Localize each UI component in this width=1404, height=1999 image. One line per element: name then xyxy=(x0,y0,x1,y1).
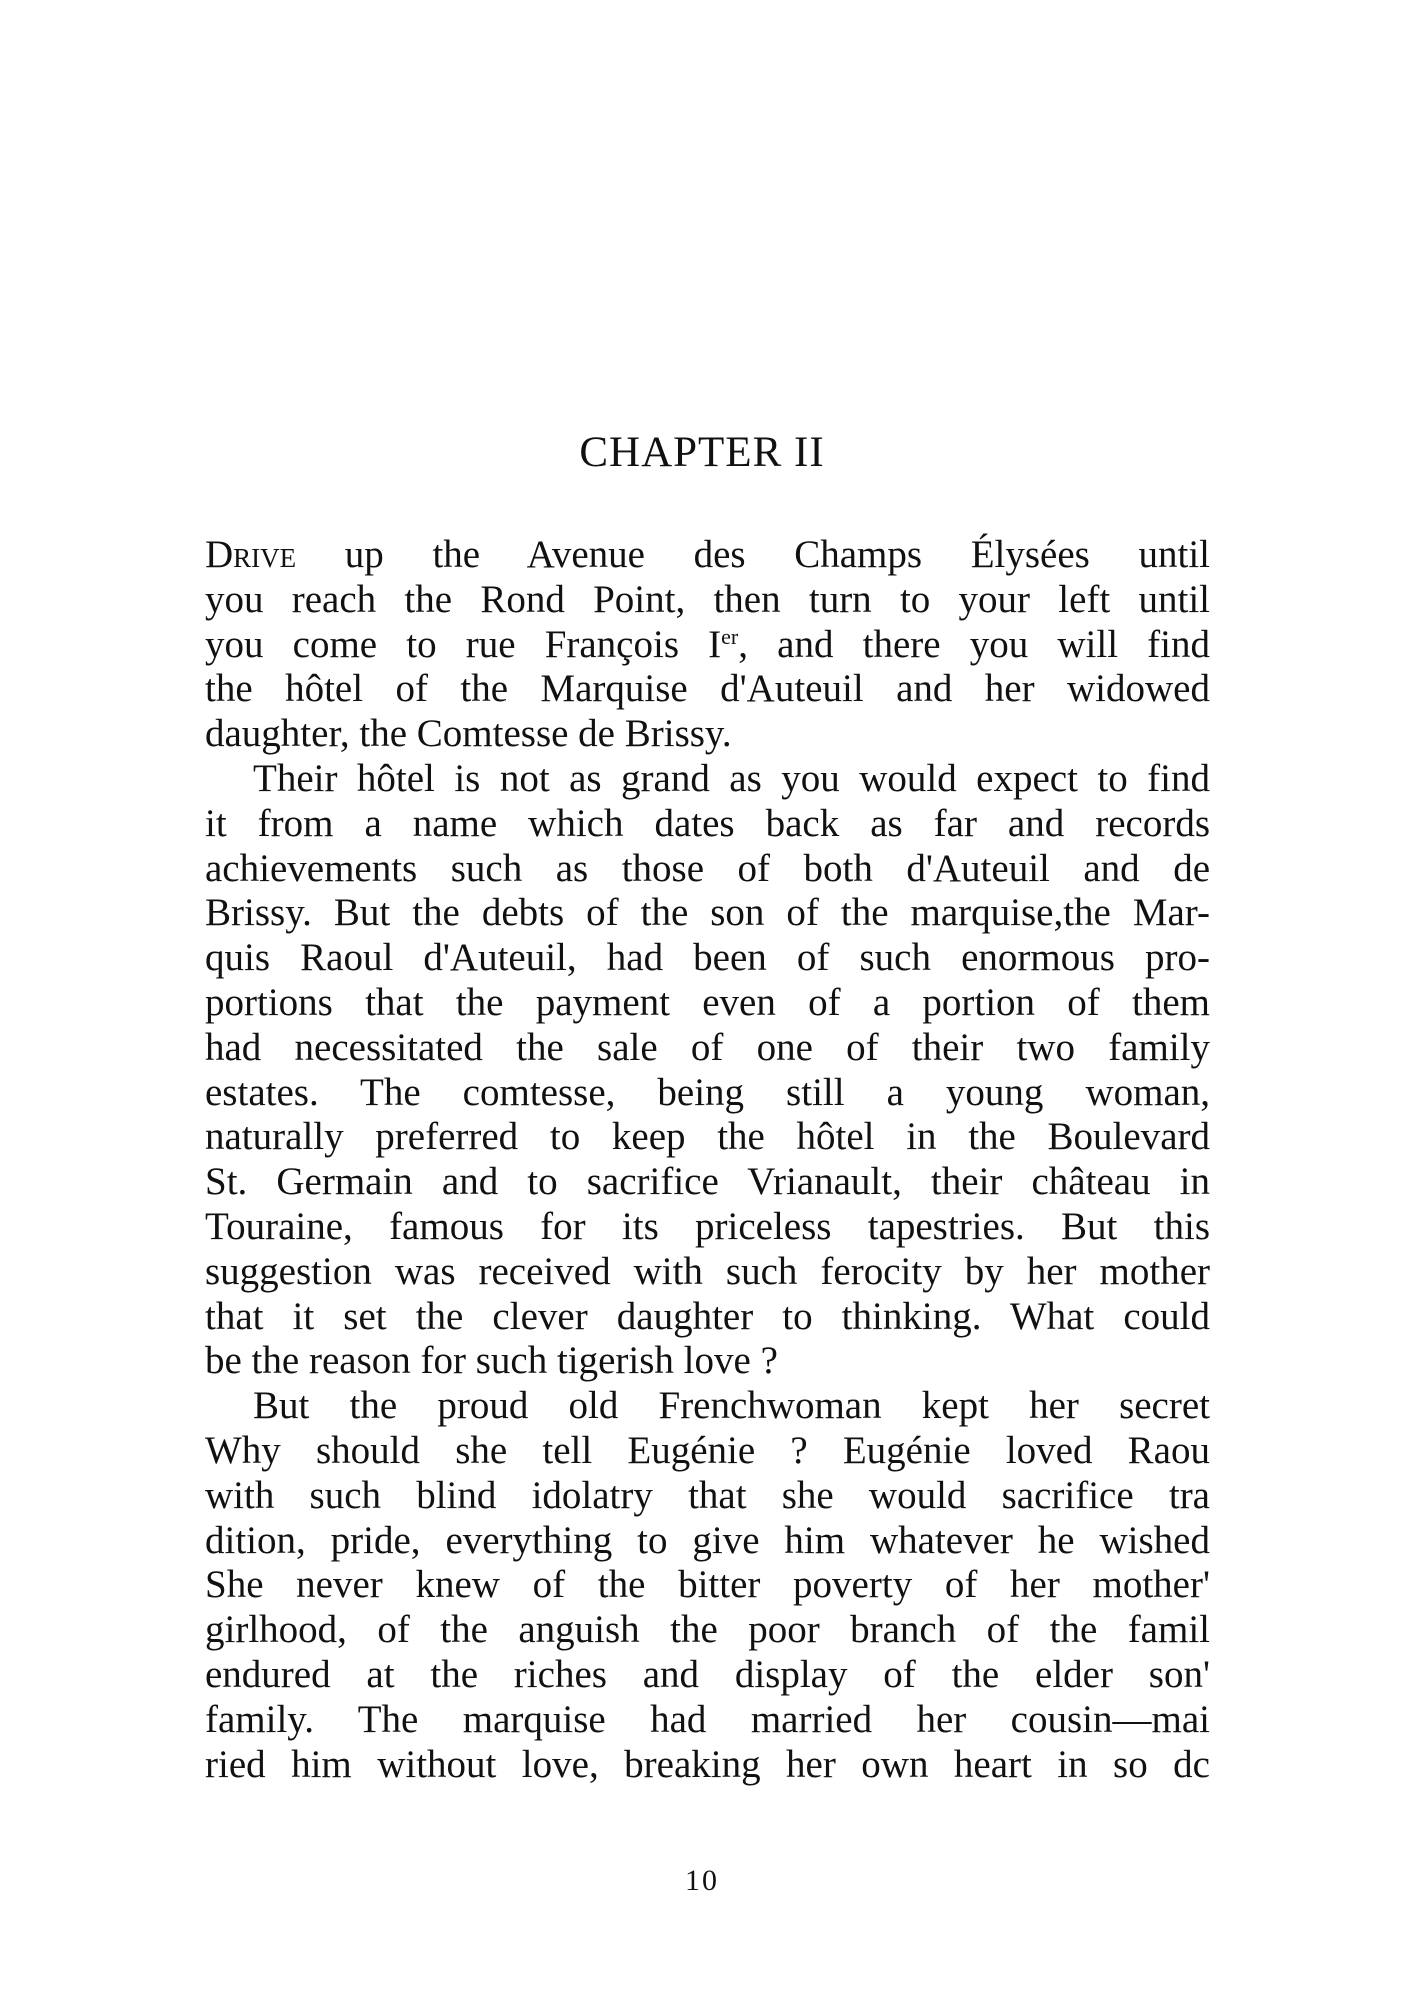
paragraph-3-line-7: endured at the riches and display of the elder son' xyxy=(205,1652,1210,1696)
paragraph-3-line-2: Why should she tell Eugénie ? Eugénie loved Raou xyxy=(205,1428,1210,1472)
text-run: up the Avenue des Champs Élysées until xyxy=(296,533,1210,576)
paragraph-1-line-2: you reach the Rond Point, then turn to your left until xyxy=(205,577,1210,621)
paragraph-2-line-10: St. Germain and to sacrifice Vrianault, their château in xyxy=(205,1160,1210,1204)
paragraph-2-line-13: that it set the clever daughter to thinking. What could xyxy=(205,1294,1210,1338)
paragraph-2-line-14: be the reason for such tigerish love ? xyxy=(205,1339,778,1383)
paragraph-1-line-4: the hôtel of the Marquise d'Auteuil and her widowed xyxy=(205,667,1210,711)
paragraph-2-line-12: suggestion was received with such ferocity by her mother xyxy=(205,1249,1210,1293)
paragraph-1-line-5: daughter, the Comtesse de Brissy. xyxy=(205,712,732,756)
paragraph-1-line-3 xyxy=(205,623,1210,668)
paragraph-2-line-4: Brissy. But the debts of the son of the marquise,the Mar- xyxy=(205,891,1210,935)
text-run: you come to rue François I xyxy=(205,622,722,666)
paragraph-3-line-9: ried him without love, breaking her own heart in so dc xyxy=(205,1742,1210,1786)
paragraph-2-line-11: Touraine, famous for its priceless tapestries. But this xyxy=(205,1204,1210,1248)
paragraph-2-line-8: estates. The comtesse, being still a young woman, xyxy=(205,1070,1210,1114)
paragraph-3-line-5: She never knew of the bitter poverty of her mother' xyxy=(205,1563,1210,1607)
paragraph-2-line-7: had necessitated the sale of one of their two family xyxy=(205,1025,1210,1069)
paragraph-2-line-9: naturally preferred to keep the hôtel in the Boulevard xyxy=(205,1115,1210,1159)
paragraph-2-line-6: portions that the payment even of a portion of them xyxy=(205,980,1210,1024)
text-run: , and there you will find xyxy=(738,622,1210,666)
paragraph-3-line-4: dition, pride, everything to give him whatever he wished xyxy=(205,1518,1210,1562)
paragraph-3-line-8: family. The marquise had married her cousin—mai xyxy=(205,1697,1210,1741)
paragraph-1-line-1 xyxy=(205,533,1210,578)
chapter-title: CHAPTER II xyxy=(579,429,825,476)
superscript: er xyxy=(721,623,739,649)
paragraph-2-line-5: quis Raoul d'Auteuil, had been of such enormous pro- xyxy=(205,936,1210,980)
paragraph-2-line-2: it from a name which dates back as far and records xyxy=(205,801,1210,845)
paragraph-3-line-6: girlhood, of the anguish the poor branch of the famil xyxy=(205,1608,1210,1652)
paragraph-3-line-3: with such blind idolatry that she would sacrifice tra xyxy=(205,1473,1210,1517)
paragraph-3-line-1: But the proud old Frenchwoman kept her secret xyxy=(253,1384,1210,1428)
paragraph-2-line-1: Their hôtel is not as grand as you would expect to find xyxy=(253,756,1210,800)
drop-word: Drive xyxy=(205,533,297,576)
paragraph-2-line-3: achievements such as those of both d'Auteuil and de xyxy=(205,846,1210,890)
chapter-body xyxy=(205,533,1210,1787)
page-number: 10 xyxy=(685,1864,719,1897)
